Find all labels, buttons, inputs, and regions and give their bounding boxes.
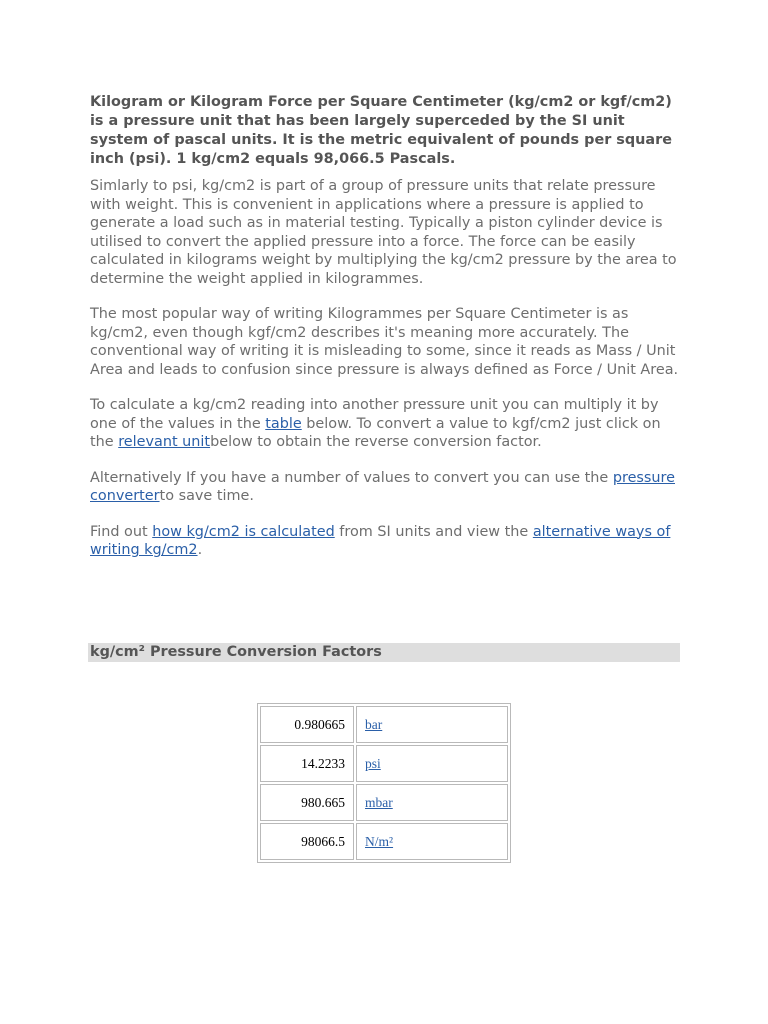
paragraph-calculate: [90, 396, 680, 452]
unit-link-bar[interactable]: bar: [365, 716, 383, 732]
factor-value: 14.2233: [260, 745, 354, 782]
paragraph-text: Alternatively If you have a number of values to convert you can use the: [90, 469, 613, 486]
paragraph-psi-comparison: Simlarly to psi, kg/cm2 is part of a group of pressure units that relate pressure with weight. This is convenient in applications where a pressure is applied to generate a load such as in material testing. Typically a piston cylinder device is utilised to convert the applied pressure into a force. The force can be easily calculated in kilograms weight by multiplying the kg/cm2 pressure by the area to determine the weight applied in kilogrammes.: [90, 178, 677, 287]
how-calculated-link[interactable]: how kg/cm2 is calculated: [152, 523, 335, 540]
conversion-table: [257, 703, 511, 863]
table-row: [260, 745, 508, 782]
table-link[interactable]: table: [265, 415, 302, 432]
factor-value: 980.665: [260, 784, 354, 821]
unit-link-nm2[interactable]: N/m²: [365, 833, 394, 849]
paragraph-text: from SI units and view the: [334, 523, 533, 540]
intro-paragraph: Kilogram or Kilogram Force per Square Centimeter (kg/cm2 or kgf/cm2) is a pressure unit that has been largely superceded by the SI unit system of pascal units. It is the metric equivalent of pounds per square inch (psi). 1 kg/cm2 equals 98,066.5 Pascals.: [90, 94, 672, 167]
relevant-unit-link[interactable]: relevant unit: [118, 434, 211, 450]
pressure-converter-link[interactable]: pressure converter: [90, 469, 675, 504]
table-row: [260, 784, 508, 821]
alternative-ways-link[interactable]: alternative ways of writing kg/cm2: [90, 523, 671, 558]
paragraph-find-out: [90, 523, 680, 560]
section-header-bar: [88, 643, 680, 662]
unit-cell: [356, 823, 508, 860]
table-row: [260, 706, 508, 743]
section-title: kg/cm² Pressure Conversion Factors: [90, 644, 382, 660]
unit-cell: [356, 784, 508, 821]
paragraph-writing-style: The most popular way of writing Kilogrammes per Square Centimeter is as kg/cm2, even though kgf/cm2 describes it's meaning more accurately. The conventional way of writing it is misleading to some, since it reads as Mass / Unit Area and leads to confusion since pressure is always defined as Force / Unit Area.: [90, 306, 679, 378]
unit-cell: [356, 745, 508, 782]
paragraph-text: .: [197, 542, 203, 558]
factor-value: 0.980665: [260, 706, 354, 743]
unit-cell: [356, 706, 508, 743]
paragraph-text: to save time.: [159, 488, 254, 504]
article-body: [90, 93, 680, 577]
paragraph-text: below. To convert a value to kgf/cm2 just click on the: [90, 415, 661, 450]
paragraph-text: below to obtain the reverse conversion factor.: [210, 434, 542, 450]
unit-link-psi[interactable]: psi: [365, 755, 381, 771]
table-row: [260, 823, 508, 860]
factor-value: 98066.5: [260, 823, 354, 860]
paragraph-text: Find out: [90, 523, 153, 540]
paragraph-text: To calculate a kg/cm2 reading into another pressure unit you can multiply it by one of the values in the: [90, 397, 659, 432]
paragraph-converter: [90, 469, 680, 506]
unit-link-mbar[interactable]: mbar: [365, 794, 393, 810]
